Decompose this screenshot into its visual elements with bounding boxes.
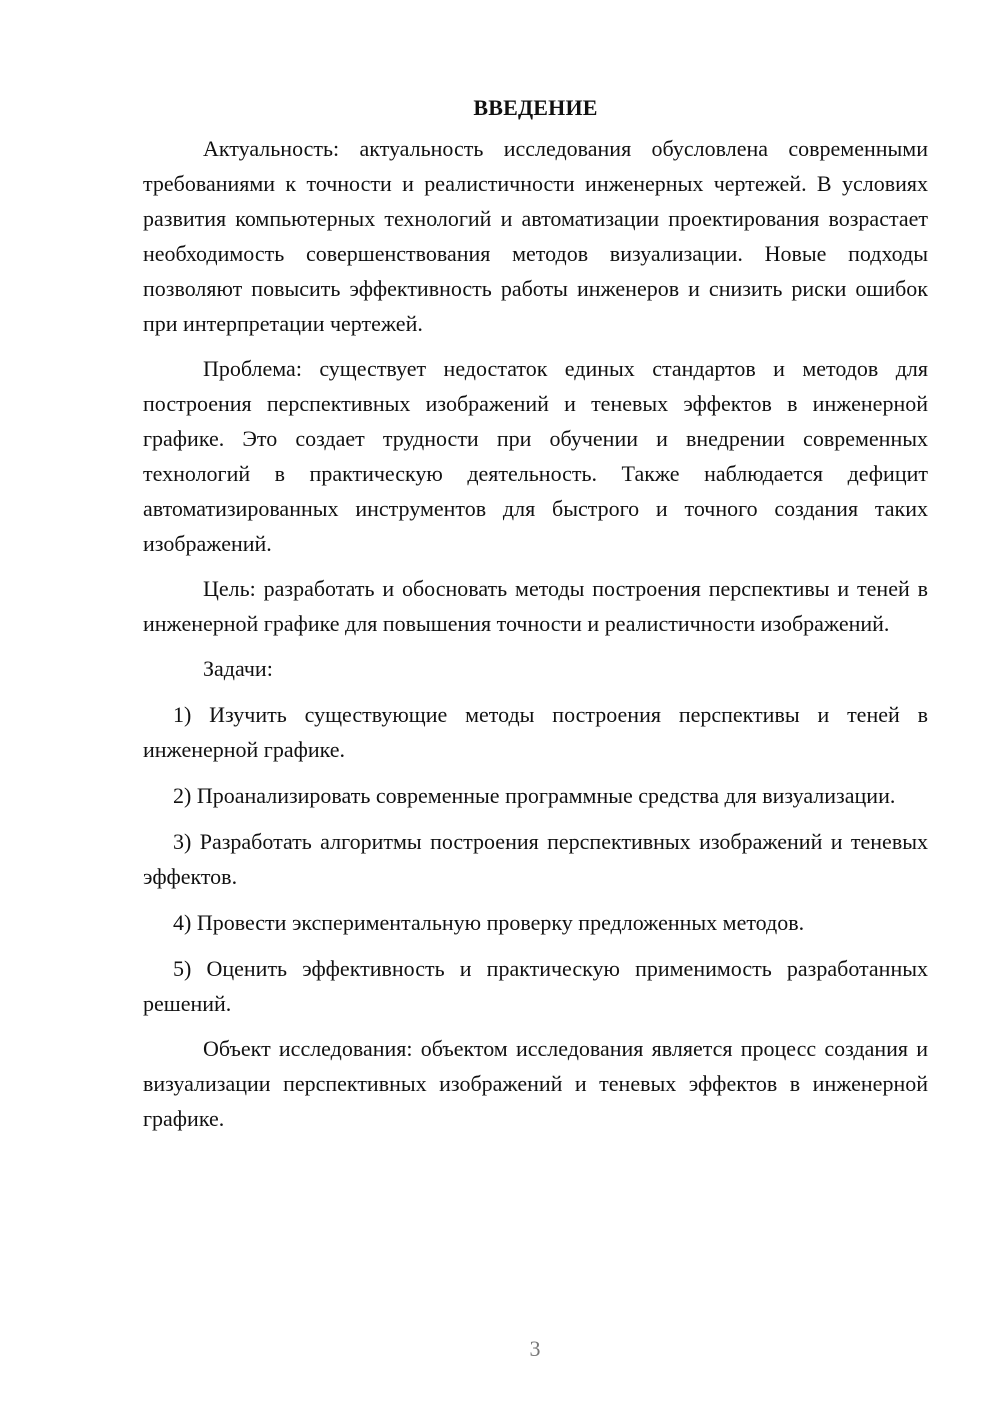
paragraph-object: Объект исследования: объектом исследования является процесс создания и визуализации перспективных изображений и теневых эффектов в инженерной графике. (143, 1036, 928, 1131)
section-title: ВВЕДЕНИЕ (473, 95, 598, 120)
task-item: 2) Проанализировать современные программные средства для визуализации. (173, 783, 896, 808)
task-item: 3) Разработать алгоритмы построения перспективных изображений и теневых эффектов. (143, 829, 928, 889)
tasks-heading: Задачи: (203, 656, 273, 681)
page-number: 3 (529, 1336, 541, 1361)
document-page (143, 93, 928, 1136)
paragraph-goal: Цель: разработать и обосновать методы построения перспективы и теней в инженерной графике для повышения точности и реалистичности изображений. (143, 576, 928, 636)
paragraph-relevance: Актуальность: актуальность исследования обусловлена современными требованиями к точности и реалистичности инженерных чертежей. В условиях развития компьютерных технологий и автоматизации проектирования возрастает необходимость совершенствования методов визуализации. Новые подходы позволяют повысить эффективность работы инженеров и снизить риски ошибок при интерпретации чертежей. (143, 136, 928, 336)
tasks-list (143, 697, 928, 1021)
task-item: 4) Провести экспериментальную проверку предложенных методов. (173, 910, 805, 935)
task-item: 5) Оценить эффективность и практическую применимость разработанных решений. (143, 956, 928, 1016)
task-item: 1) Изучить существующие методы построения перспективы и теней в инженерной графике. (143, 702, 928, 762)
paragraph-problem: Проблема: существует недостаток единых стандартов и методов для построения перспективных изображений и теневых эффектов в инженерной графике. Это создает трудности при обучении и внедрении современных технологий в практическую деятельность. Также наблюдается дефицит автоматизированных инструментов для быстрого и точного создания таких изображений. (143, 356, 928, 556)
